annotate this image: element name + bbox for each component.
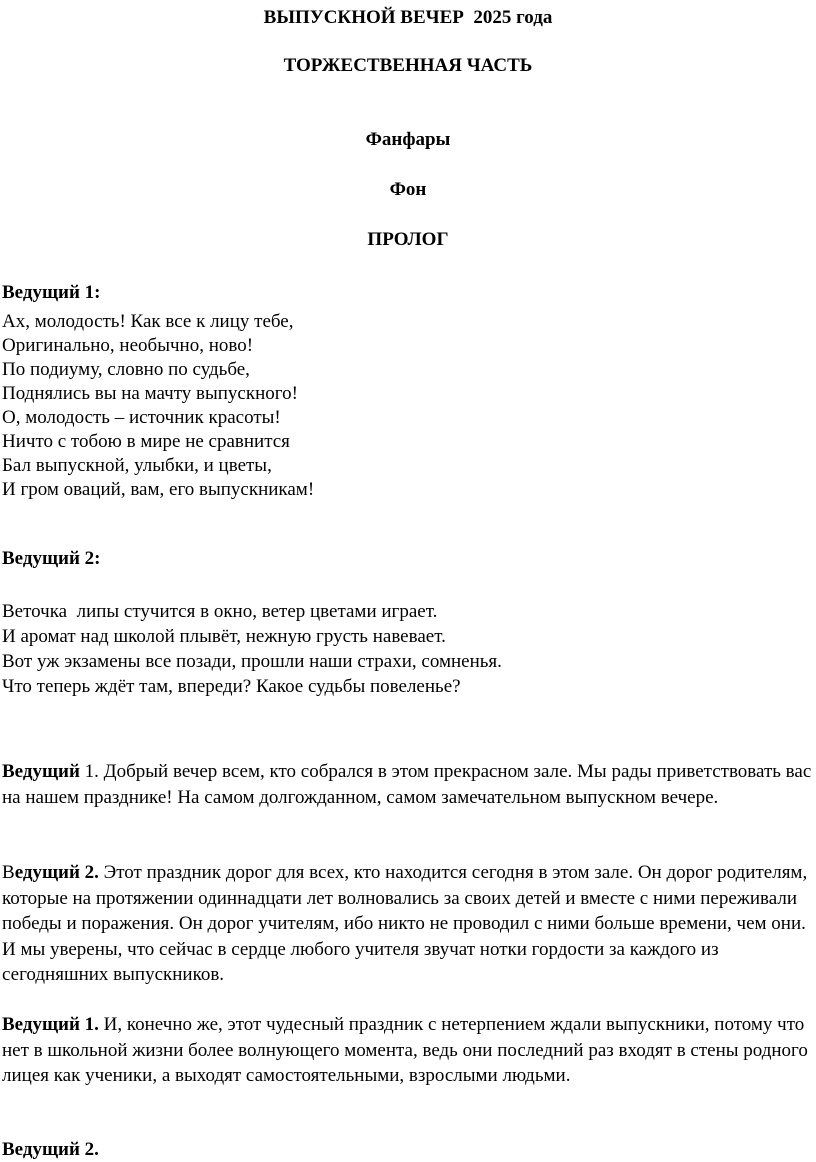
- speaker-label: Ведущий 1.: [2, 1014, 99, 1035]
- paragraph: [2, 1012, 816, 1089]
- poem-line: Веточка липы стучится в окно, ветер цветами играет.: [2, 601, 438, 622]
- section-heading: ТОРЖЕСТВЕННАЯ ЧАСТЬ: [283, 55, 533, 76]
- stage-cue-fanfare: Фанфары: [365, 129, 451, 150]
- poem-line: И аромат над школой плывёт, нежную грусть навевает.: [2, 626, 446, 647]
- poem-line: Вот уж экзамены все позади, прошли наши страхи, сомненья.: [2, 651, 502, 672]
- paragraph-text: Добрый вечер всем, кто собрался в этом прекрасном зале. Мы рады приветствовать вас на нашем празднике! На самом долгожданном, самом замечательном выпускном вечере.: [2, 761, 812, 808]
- paragraph-text: Этот праздник дорог для всех, кто находится сегодня в этом зале. Он дорог родителям, которые на протяжении одиннадцати лет волновались за своих детей и вместе с ними переживали победы и поражения. Он дорог учителям, ибо никто не проводил с ними больше времени, чем они. И мы уверены, что сейчас в сердце любого учителя звучат нотки гордости за каждого из сегодняшних выпускников.: [2, 862, 808, 985]
- speaker-label: Ведущий 2.: [2, 1139, 99, 1160]
- poem-line: Оригинально, необычно, ново!: [2, 335, 254, 356]
- poem-line: Ах, молодость! Как все к лицу тебе,: [2, 311, 294, 332]
- poem-line: Что теперь ждёт там, впереди? Какое судьбы повеленье?: [2, 676, 461, 697]
- stage-cue-background: Фон: [389, 179, 427, 200]
- poem-line: Поднялись вы на мачту выпускного!: [2, 383, 298, 404]
- poem-line: Ничто с тобою в мире не сравнится: [2, 431, 290, 452]
- paragraph-text: И, конечно же, этот чудесный праздник с нетерпением ждали выпускники, потому что нет в школьной жизни более волнующего момента, ведь они последний раз входят в стены родного лицея как ученики, а выходят самостоятельными, взрослыми людьми.: [2, 1014, 808, 1086]
- poem-line: О, молодость – источник красоты!: [2, 407, 281, 428]
- speaker-label: едущий 2.: [14, 862, 99, 883]
- poem-line: По подиуму, словно по судьбе,: [2, 359, 250, 380]
- poem-line: Бал выпускной, улыбки, и цветы,: [2, 455, 272, 476]
- speaker-label: Ведущий: [2, 761, 80, 782]
- paragraph: [2, 860, 816, 988]
- prologue-heading: ПРОЛОГ: [367, 229, 449, 250]
- speaker-label: Ведущий 1:: [2, 282, 101, 303]
- paragraph: [2, 759, 816, 810]
- speaker-label-initial: В: [2, 862, 15, 883]
- document-title: ВЫПУСКНОЙ ВЕЧЕР 2025 года: [263, 7, 553, 28]
- poem-line: И гром оваций, вам, его выпускникам!: [2, 479, 315, 500]
- speaker-label: Ведущий 2:: [2, 548, 101, 569]
- speaker-number: 1.: [79, 761, 99, 782]
